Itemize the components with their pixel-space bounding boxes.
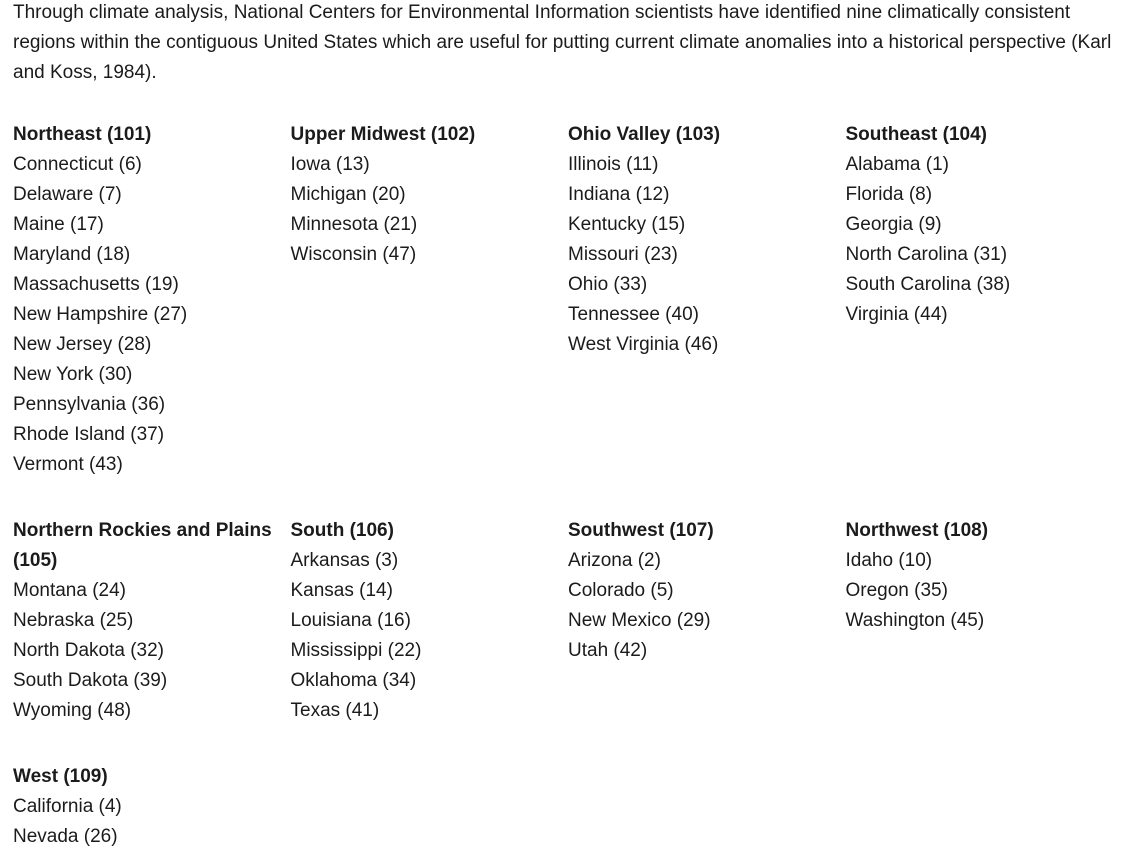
state-item: Oklahoma (34) bbox=[290, 670, 417, 691]
state-item: New York (30) bbox=[13, 364, 133, 385]
state-list bbox=[846, 546, 1110, 636]
state-list bbox=[291, 546, 555, 726]
state-item: New Mexico (29) bbox=[568, 610, 711, 631]
state-list bbox=[13, 150, 277, 480]
state-item: California (4) bbox=[13, 796, 122, 817]
state-item: Missouri (23) bbox=[568, 244, 678, 265]
state-item: Illinois (11) bbox=[568, 154, 659, 175]
state-list bbox=[13, 576, 277, 726]
state-item: Minnesota (21) bbox=[290, 214, 418, 235]
state-item: Kentucky (15) bbox=[568, 214, 686, 235]
state-item: Iowa (13) bbox=[290, 154, 370, 175]
region-title: Upper Midwest (102) bbox=[290, 124, 476, 145]
state-list bbox=[291, 150, 555, 270]
state-item: New Hampshire (27) bbox=[13, 304, 188, 325]
state-item: Pennsylvania (36) bbox=[13, 394, 166, 415]
state-item: Vermont (43) bbox=[13, 454, 123, 475]
state-item: Mississippi (22) bbox=[290, 640, 422, 661]
state-item: Maryland (18) bbox=[13, 244, 131, 265]
region-northeast bbox=[13, 120, 291, 480]
state-item: Montana (24) bbox=[13, 580, 127, 601]
state-list bbox=[568, 546, 832, 666]
state-item: West Virginia (46) bbox=[568, 334, 719, 355]
state-item: New Jersey (28) bbox=[13, 334, 152, 355]
state-item: Connecticut (6) bbox=[13, 154, 142, 175]
state-item: Florida (8) bbox=[845, 184, 933, 205]
region-title: Northeast (101) bbox=[13, 124, 152, 145]
state-item: Delaware (7) bbox=[13, 184, 122, 205]
region-title: West (109) bbox=[13, 766, 108, 787]
regions-grid bbox=[13, 120, 1123, 852]
state-item: Arizona (2) bbox=[568, 550, 661, 571]
state-item: North Carolina (31) bbox=[845, 244, 1008, 265]
state-item: Wyoming (48) bbox=[13, 700, 132, 721]
state-item: Colorado (5) bbox=[568, 580, 674, 601]
state-item: Tennessee (40) bbox=[568, 304, 699, 325]
region-title: Southwest (107) bbox=[568, 520, 714, 541]
state-list bbox=[846, 150, 1110, 330]
state-item: Arkansas (3) bbox=[290, 550, 399, 571]
state-item: Alabama (1) bbox=[845, 154, 949, 175]
region-west bbox=[13, 762, 291, 852]
region-ohio-valley bbox=[568, 120, 846, 480]
region-south bbox=[291, 516, 569, 726]
region-title: Northern Rockies and Plains (105) bbox=[13, 520, 272, 571]
state-item: Texas (41) bbox=[290, 700, 380, 721]
state-item: Rhode Island (37) bbox=[13, 424, 165, 445]
region-title: Ohio Valley (103) bbox=[568, 124, 721, 145]
state-item: Wisconsin (47) bbox=[290, 244, 417, 265]
region-southeast bbox=[846, 120, 1124, 480]
state-item: North Dakota (32) bbox=[13, 640, 165, 661]
state-item: Indiana (12) bbox=[568, 184, 670, 205]
state-item: Oregon (35) bbox=[845, 580, 948, 601]
region-northern-rockies-and-plains bbox=[13, 516, 291, 726]
state-item: Nevada (26) bbox=[13, 826, 118, 847]
state-item: Washington (45) bbox=[845, 610, 985, 631]
state-item: South Dakota (39) bbox=[13, 670, 168, 691]
region-southwest bbox=[568, 516, 846, 726]
region-northwest bbox=[846, 516, 1124, 726]
region-upper-midwest bbox=[291, 120, 569, 480]
state-item: Michigan (20) bbox=[290, 184, 406, 205]
state-item: Utah (42) bbox=[568, 640, 648, 661]
state-item: Virginia (44) bbox=[845, 304, 948, 325]
state-item: Ohio (33) bbox=[568, 274, 648, 295]
state-list bbox=[13, 792, 277, 852]
state-item: Massachusetts (19) bbox=[13, 274, 179, 295]
intro-paragraph: Through climate analysis, National Centers for Environmental Information scientists have identified nine climatically consistent regions within the contiguous United States which are useful for putting current climate anomalies into a historical perspective (Karl and Koss, 1984). bbox=[13, 2, 1112, 83]
state-list bbox=[568, 150, 832, 360]
state-item: Nebraska (25) bbox=[13, 610, 134, 631]
state-item: Idaho (10) bbox=[845, 550, 933, 571]
region-title: Northwest (108) bbox=[845, 520, 989, 541]
region-title: South (106) bbox=[290, 520, 394, 541]
state-item: Georgia (9) bbox=[845, 214, 942, 235]
state-item: Kansas (14) bbox=[290, 580, 393, 601]
state-item: Louisiana (16) bbox=[290, 610, 411, 631]
state-item: Maine (17) bbox=[13, 214, 104, 235]
state-item: South Carolina (38) bbox=[845, 274, 1011, 295]
region-title: Southeast (104) bbox=[845, 124, 987, 145]
